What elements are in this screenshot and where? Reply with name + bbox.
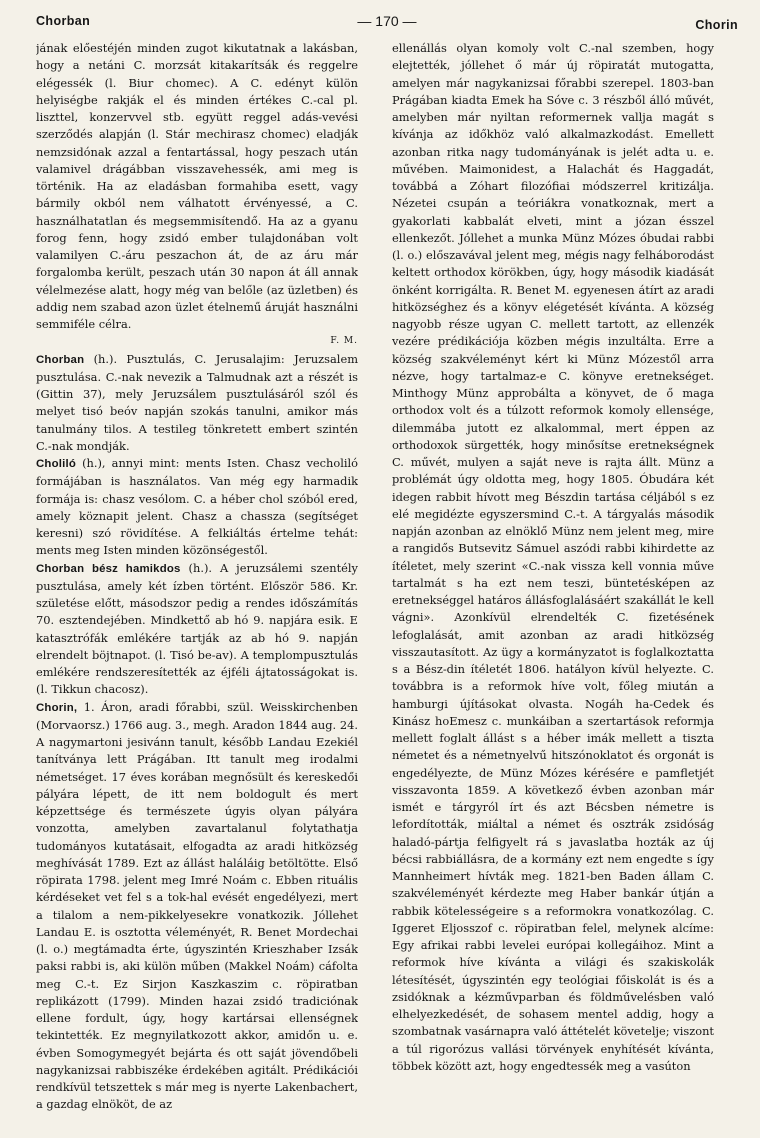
entry-headword: Chorban bész hamikdos [36, 562, 181, 575]
header-left-headword: Chorban [36, 14, 91, 28]
page-number: — 170 — [357, 13, 417, 29]
entry-text: (h.). A jeruzsálemi szentély pusztulása, amely két ízben történt. Először 586. Kr. születése előtt, másodszor pedig a rendes időszámítás 70. esztendejében. Mindkettő ab hó 9. napjára esik. E katasztrófák emlékére tartják az ab hó 9. napján elrendelt böjtnapot. (l. Tisó be-av). A templompusztulás emlékére rendszeresítették az éjféli ájtatosságokat is. (l. Tikkun chacosz). [36, 560, 358, 697]
entry-headword: Chorin, [36, 701, 78, 714]
header-right-headword: Chorin [695, 18, 738, 32]
entry-chorban [36, 351, 358, 456]
entry-chorban-besz-hamikdos [36, 560, 358, 699]
entry-text: 1. Áron, aradi főrabbi, szül. Weisskirchenben (Morvaorsz.) 1766 aug. 3., megh. Aradon 1844 aug. 24. A nagymartoni jesivánn tanult, később Landau Ezekiél tanítványa lett Prágában. Itt tanult meg irodalmi németséget. 17 éves korában megnősült és kereskedői pályára lépett, de itt nem boldogult és mert képzettsége és természete úgyis olyan pályára vonzotta, amelyben zavartalanul folytathatja tudományos kutatásait, elfogadta az aradi hitközség meghívását 1789. Ezt az állást haláláig betöltötte. Első röpirata 1798. jelent meg Imré Noám c. Ebben rituális kérdéseket vet fel s a tok-hal evését engedélyezi, mert a tilalom a nem-pikkelyesekre vonatkozik. Jóllehet Landau E. is osztotta véleményét, R. Benet Mordechai (l. o.) megtámadta érte, úgyszintén Krieszhaber Izsák paksi rabbi is, aki külön műben (Makkel Noám) cáfolta meg C.-t. Ez Sirjon Kaszkaszim c. röpiratban replikázott (1799). Minden hazai zsidó tradiciónak ellene fordult, úgy, hogy kartársai ellenségnek tekintették. Ez megnyilatkozott akkor, amidőn u. e. évben Somogymegyét bejárta és ott saját jövendőbeli nagykanizsai rabbiszéke érdekében agitált. Prédikációi rendkívül tetszettek s már meg is nyerte Lakenbachert, a gazdag elnököt, de az [36, 699, 358, 1112]
entry-text: (h.). Pusztulás, C. Jerusalajim: Jeruzsalem pusztulása. C.-nak nevezik a Talmudnak azt a részét is (Gittin 37), mely Jeruzsálem pusztulásáról szól és melyet tisó beóv napján szokás tanulni, amikor más tanulmány tilos. A testileg tönkretett embert szintén C.-nak mondják. [36, 351, 358, 453]
entry-headword: Chorban [36, 353, 85, 366]
entry-chorin [36, 699, 358, 1114]
entry-chorin-continuation [392, 40, 714, 1075]
right-column [392, 40, 714, 1128]
left-column [36, 40, 358, 1128]
entry-text: (h.), annyi mint: ments Isten. Chasz vecholiló formájában is használatos. Van még egy harmadik formája is: chasz vesólom. C. a héber chol szóból ered, amely köznapit jelent. Chasz a chassza (segítséget keresni) szó rövidítése. A felkiáltás értelme tehát: ments meg Isten minden közönségestől. [36, 456, 358, 558]
entry-cholilo [36, 455, 358, 560]
author-signature: F. M. [330, 336, 358, 347]
entry-text: ellenállás olyan komoly volt C.-nal szemben, hogy elejtették, jóllehet ő már új röpiratát mutogatta, amelyen már nagykanizsai főrabbi szerepel. 1803-ban Prágában kiadta Emek ha Sóve c. 3 részből álló művét, amelyben már nyiltan reformernek vallja magát s kívánja az időkhöz való alkalmazkodást. Emellett azonban ritka nagy tudományának is jelét adta u. e. művében. Maimonidest, a Halachát és Haggadát, továbbá a Zóhart filozófiai módszerrel kritizálja. Nézetei csupán a teóriákra vonatkoznak, mert a gyakorlati kabbalát elveti, mint a józan ésszel ellenkezőt. Jóllehet a munka Münz Mózes óbudai rabbi (l. o.) előszavával jelent meg, mégis nagy felháborodást keltett orthodox körökben, úgy, hogy második kiadását önként korrigálta. R. Benet M. egyenesen átírt az aradi hitközséghez és a könyv elégetését kívánta. A község nagyobb része ugyan C. mellett tartott, az ellenzék vezére prédikációja közben mégis inzultálta. Erre a község szakvéleményt kért ki Münz Mózestől arra nézve, hogy tartalmaz-e C. könyve eretnekséget. Minthogy Münz approbálta a könyvet, de ő maga orthodox volt és a túlzott reformok komoly ellensége, dilemmába jutott ez alkalommal, mert éppen az orthodoxok sürgették, hogy minősítse eretnekségnek C. művét, mulyen a saját neve is rajta állt. Münz a problémát úgy oldotta meg, hogy 1805. Óbudára két idegen rabbit hívott meg Bészdin tartása céljából s ez elé megidézte egyszersmind C.-t. A tárgyalás második napján azonban az elnöklő Münz nem jelent meg, mire a rangidős Butsevitz Sámuel aszódi rabbi kihirdette az ítéletet, mely szerint «C.-nak vissza kell vonnia műve tartalmát s ha ezt nem teszi, büntetésképen az eretnekséggel határos állásfoglalásáért szakállát le kell vágni». Azonkívül elrendelték C. fizetésének lefoglalását, amit azonban az aradi hitközség visszautasított. Az ügy a kormányzatot is foglalkoztatta s a Bész-din ítéletét 1806. hatályon kívül helyezte. C. továbbra is a reformok híve volt, főleg miután a hamburgi újításokat olvasta. Nogáh ha-Cedek és Kinász hoEmesz c. munkáiban a szertartások reformja mellett foglalt állást s a héber imák mellett a tiszta németet és a németnyelvű hitszónoklatot és orgonát is engedélyezte, de Münz Mózes kérésére e pamfletjét visszavonta 1859. A következő évben azonban már ismét e tárgyról írt és azt Bécsben németre is lefordították, miáltal a német és osztrák zsidóság haladó-pártja felfigyelt rá s javaslatba hozták az új bécsi rabbiállásra, de a kormány ezt nem engedte s így Mannheimert hívták meg. 1821-ben Baden állam C. szakvéleményét kérdezte meg Haber bankár útján a rabbik kötelességeire s a reformokra vonatkozólag. C. Iggeret Eljosszof c. röpiratban felel, melynek alcíme: Egy afrikai rabbi levelei európai kollegáihoz. Mint a reformok híve kívánta a világi és szakiskolák létesítését, úgyszintén egy teológiai főiskolát is és a zsidóknak a kézművparban és földművelésben való elhelyezkedését, de sohasem mentel addig, hogy a szombatnak vasárnapra való áttételét követelje; viszont a túl rigorózus vallási törvények enyhítését kívánta, többek között azt, hogy engedtessék meg a vasúton [392, 41, 714, 1073]
entry-text: jának előestéjén minden zugot kikutatnak a lakásban, hogy a netáni C. morzsát kitakarítsák és reggelre elégessék (l. Biur chomec). A C. edényt külön helyiségbe rakják el és minden értékes C.-cal pl. liszttel, konzervvel stb. együtt reggel adás-vevési szerződés alapján (l. Stár mechirasz chomec) eladják nemzsidónak azzal a fentartással, hogy peszach után valamivel drágábban visszavehessék, ami meg is történik. Ha az eladásban formahiba esett, vagy bármily okból nem válhatott érvényessé, a C. használhatatlan és megsemmisítendő. Ha az a gyanu forog fenn, hogy zsidó ember tulajdonában volt valamilyen C.-áru peszachon át, de az áru már forgalomba került, peszach után 30 napon át áll annak vélelmezése alatt, hogy még van belőle (az üzletben) és addig nem szabad azon üzlet ételnemű áruját használni semmiféle célra. [36, 41, 358, 331]
entry-headword: Choliló [36, 458, 76, 470]
entry-continuation [36, 40, 358, 333]
page-header [36, 12, 738, 34]
